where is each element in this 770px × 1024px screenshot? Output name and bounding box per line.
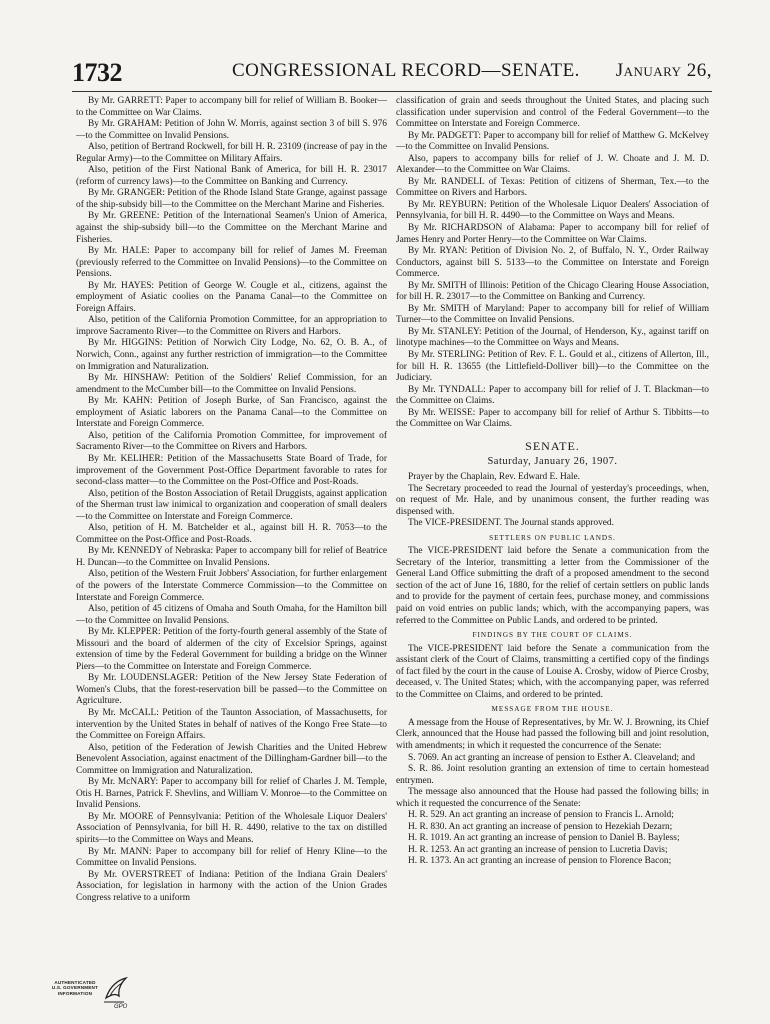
- header-rule: [72, 91, 712, 92]
- petition-paragraph: By Mr. SMITH of Illinois: Petition of the Chicago Clearing House Association, for bill H. R. 23017—to the Committee on Banking and Currency.: [396, 280, 709, 303]
- petition-paragraph: By Mr. GRANGER: Petition of the Rhode Island State Grange, against passage of the ship-subsidy bill—to the Committee on the Merchant Marine and Fisheries.: [76, 188, 387, 210]
- senate-heading: SENATE.: [525, 438, 580, 453]
- message-paragraph: H. R. 830. An act granting an increase of pension to Hezekiah Dezarn;: [408, 821, 673, 832]
- petition-paragraph: By Mr. LOUDENSLAGER: Petition of the New Jersey State Federation of Women's Clubs, that the forest-reservation bill be passed—to the Committee on Agriculture.: [76, 673, 387, 707]
- petition-paragraph: Also, petition of the First National Bank of America, for bill H. R. 23017 (reform of currency laws)—to the Committee on Banking and Currency.: [76, 165, 387, 187]
- petition-paragraph: By Mr. GREENE: Petition of the International Seamen's Union of America, against the ship-subsidy bill—to the Committee on the Merchant Marine and Fisheries.: [76, 211, 387, 245]
- petition-paragraph: By Mr. SMITH of Maryland: Paper to accompany bill for relief of William Turner—to the Committee on Invalid Pensions.: [396, 303, 709, 326]
- message-paragraph: A message from the House of Representatives, by Mr. W. J. Browning, its Chief Clerk, announced that the House had passed the following bill and joint resolution, with amendments; in which it requested the concurrence of the Senate:: [396, 717, 709, 751]
- gpo-logo-line: U.S. GOVERNMENT: [51, 985, 99, 991]
- petition-paragraph: By Mr. MANN: Paper to accompany bill for relief of Henry Kline—to the Committee on Invalid Pensions.: [76, 846, 387, 869]
- settlers-paragraph: The VICE-PRESIDENT laid before the Senate a communication from the Secretary of the Interior, transmitting a letter from the Commissioner of the General Land Office submitting the draft of a proposed amendment to the second section of the act of June 16, 1880, for the relief of certain settlers on public lands and to provide for the payment of certain fees, purchase money, and commissions paid on void entries on public lands; which, with the accompanying papers, was referred to the Committee on Public Lands, and ordered to be printed.: [396, 546, 709, 626]
- petition-paragraph: Also, petition of the California Promotion Committee, for improvement of Sacramento River—to the Committee on Rivers and Harbors.: [76, 430, 387, 453]
- petition-paragraph: classification of grain and seeds throughout the United States, and placing such classification under supervision and control of the Federal Government—to the Committee on Interstate and Foreign Commerce.: [396, 96, 709, 130]
- publication-title: CONGRESSIONAL RECORD—SENATE.: [232, 60, 580, 81]
- findings-heading: FINDINGS BY THE COURT OF CLAIMS.: [472, 631, 633, 640]
- journal-paragraph: The VICE-PRESIDENT. The Journal stands approved.: [408, 518, 614, 529]
- gpo-logo-line: AUTHENTICATED: [54, 980, 96, 985]
- page-header: [72, 58, 712, 88]
- settlers-heading: SETTLERS ON PUBLIC LANDS.: [489, 533, 616, 542]
- petition-paragraph: Also, petition of the Western Fruit Jobbers' Association, for further enlargement of the powers of the Interstate Commerce Commission—to the Committee on Interstate and Foreign Commerce.: [76, 569, 387, 603]
- petition-paragraph: Also, petition of the Federation of Jewish Charities and the United Hebrew Benevolent Association, against enactment of the Dillingham-Gardner bill—to the Committee on Immigration and Naturalization.: [76, 742, 387, 776]
- petition-paragraph: By Mr. REYBURN: Petition of the Wholesale Liquor Dealers' Association of Pennsylvania, for bill H. R. 4490—to the Committee on Ways and Means.: [396, 199, 709, 222]
- message-heading: MESSAGE FROM THE HOUSE.: [491, 705, 614, 714]
- page-number: 1732: [72, 58, 122, 87]
- gpo-logo-bottom: GPO: [114, 1004, 128, 1010]
- petition-paragraph: By Mr. KENNEDY of Nebraska: Paper to accompany bill for relief of Beatrice H. Duncan—to the Committee on Invalid Pensions.: [76, 546, 387, 568]
- petition-paragraph: By Mr. KLEPPER: Petition of the forty-fourth general assembly of the State of Missouri and the board of aldermen of the city of Excelsior Springs, against extension of time by the Federal Government for building a bridge on the Winner Piers—to the Committee on Interstate and Foreign Commerce.: [76, 627, 387, 672]
- petition-paragraph: By Mr. RICHARDSON of Alabama: Paper to accompany bill for relief of James Henry and Porter Henry—to the Committee on War Claims.: [396, 223, 709, 245]
- petition-paragraph: By Mr. HIGGINS: Petition of Norwich City Lodge, No. 62, O. B. A., of Norwich, Conn., against any further restriction of immigration—to the Committee on Immigration and Naturalization.: [76, 338, 387, 372]
- findings-paragraph: The VICE-PRESIDENT laid before the Senate a communication from the assistant clerk of the Court of Claims, transmitting a certified copy of the findings of fact filed by the court in the cause of Louise A. Crosby, widow of Pierce Crosby, deceased, v. The United States; which, with the accompanying paper, was referred to the Committee on Claims, and ordered to be printed.: [396, 643, 709, 700]
- message-paragraph: H. R. 529. An act granting an increase of pension to Francis L. Arnold;: [408, 810, 674, 821]
- eagle-icon: [102, 976, 128, 1006]
- gpo-logo-text: [46, 980, 104, 996]
- left-column: [76, 96, 387, 956]
- prayer-paragraph: Prayer by the Chaplain, Rev. Edward E. Hale.: [408, 471, 580, 482]
- message-paragraph: H. R. 1373. An act granting an increase of pension to Florence Bacon;: [408, 856, 672, 867]
- petition-paragraph: By Mr. PADGETT: Paper to accompany bill for relief of Matthew G. McKelvey—to the Committee on Invalid Pensions.: [396, 130, 709, 153]
- petition-paragraph: By Mr. HAYES: Petition of George W. Cougle et al., citizens, against the employment of Asiatic coolies on the Panama Canal—to the Committee on Foreign Affairs.: [76, 280, 387, 314]
- petition-paragraph: By Mr. McCALL: Petition of the Taunton Association, of Massachusetts, for intervention by the United States in behalf of natives of the Kongo Free State—to the Committee on Foreign Affairs.: [76, 707, 387, 742]
- senate-date: Saturday, January 26, 1907.: [487, 456, 618, 468]
- message-paragraph: H. R. 1253. An act granting an increase of pension to Lucretia Davis;: [408, 844, 668, 855]
- petition-paragraph: Also, petition of Bertrand Rockwell, for bill H. R. 23109 (increase of pay in the Regular Army)—to the Committee on Military Affairs.: [76, 142, 387, 164]
- right-column: [396, 96, 709, 956]
- petition-paragraph: By Mr. RYAN: Petition of Division No. 2, of Buffalo, N. Y., Order Railway Conductors, against bill S. 5133—to the Committee on Interstate and Foreign Commerce.: [396, 246, 709, 280]
- petition-paragraph: By Mr. MOORE of Pennsylvania: Petition of the Wholesale Liquor Dealers' Association of Pennsylvania, for bill H. R. 4490, relative to the tax on distilled spirits—to the Committee on Ways and Means.: [76, 811, 387, 845]
- petition-paragraph: Also, petition of 45 citizens of Omaha and South Omaha, for the Hamilton bill—to the Committee on Invalid Pensions.: [76, 604, 387, 626]
- gpo-authentication-logo: [46, 976, 136, 1016]
- message-paragraph: H. R. 1019. An act granting an increase of pension to Daniel B. Bayless;: [408, 833, 680, 844]
- gpo-logo-line: INFORMATION: [57, 990, 93, 996]
- message-paragraph: S. 7069. An act granting an increase of pension to Esther A. Cleaveland; and: [408, 752, 695, 763]
- petition-paragraph: Also, papers to accompany bills for relief of J. W. Choate and J. M. D. Alexander—to the Committee on War Claims.: [396, 153, 709, 176]
- petition-paragraph: By Mr. TYNDALL: Paper to accompany bill for relief of J. T. Blackman—to the Committee on Claims.: [396, 384, 709, 407]
- petition-paragraph: By Mr. GRAHAM: Petition of John W. Morris, against section 3 of bill S. 976—to the Committee on Invalid Pensions.: [76, 119, 387, 141]
- message-paragraph: The message also announced that the House had passed the following bills; in which it requested the concurrence of the Senate:: [396, 787, 709, 809]
- petition-paragraph: Also, petition of the Boston Association of Retail Druggists, against application of the Sherman trust law inimical to organization and cooperation of small dealers—to the Committee on Interstate and Foreign Commerce.: [76, 488, 387, 522]
- petition-paragraph: By Mr. WEISSE: Paper to accompany bill for relief of Arthur S. Tibbitts—to the Committee on War Claims.: [396, 407, 709, 430]
- petition-paragraph: By Mr. KAHN: Petition of Joseph Burke, of San Francisco, against the employment of Asiatic laborers on the Panama Canal—to the Committee on Interstate and Foreign Commerce.: [76, 396, 387, 430]
- petition-paragraph: By Mr. HALE: Paper to accompany bill for relief of James M. Freeman (previously referred to the Committee on Invalid Pensions)—to the Committee on Pensions.: [76, 246, 387, 280]
- petition-paragraph: Also, petition of the California Promotion Committee, for an appropriation to improve Sacramento River—to the Committee on Rivers and Harbors.: [76, 315, 387, 337]
- petition-paragraph: By Mr. OVERSTREET of Indiana: Petition of the Indiana Grain Dealers' Association, for legislation in harmony with the action of the Union Grades Congress relative to a uniform: [76, 869, 387, 903]
- petition-paragraph: By Mr. HINSHAW: Petition of the Soldiers' Relief Commission, for an amendment to the McCumber bill—to the Committee on Invalid Pensions.: [76, 373, 387, 395]
- header-date: January 26,: [615, 60, 712, 81]
- petition-paragraph: By Mr. KELIHER: Petition of the Massachusetts State Board of Trade, for improvement of the Government Post-Office Department favorable to rates for second-class matter—to the Committee on the Post-Office and Post-Roads.: [76, 453, 387, 488]
- petition-paragraph: By Mr. STANLEY: Petition of the Journal, of Henderson, Ky., against tariff on linotype machines—to the Committee on Ways and Means.: [396, 326, 709, 349]
- petition-paragraph: Also, petition of H. M. Batchelder et al., against bill H. R. 7053—to the Committee on the Post-Office and Post-Roads.: [76, 523, 387, 545]
- journal-paragraph: The Secretary proceeded to read the Journal of yesterday's proceedings, when, on request of Mr. Hale, and by unanimous consent, the further reading was dispensed with.: [396, 483, 709, 517]
- petition-paragraph: By Mr. RANDELL of Texas: Petition of citizens of Sherman, Tex.—to the Committee on Rivers and Harbors.: [396, 176, 709, 199]
- petition-paragraph: By Mr. STERLING: Petition of Rev. F. L. Gould et al., citizens of Allerton, Ill., for bill H. R. 13655 (the Littlefield-Dolliver bill)—to the Committee on the Judiciary.: [396, 350, 709, 384]
- message-paragraph: S. R. 86. Joint resolution granting an extension of time to certain homestead entrymen.: [396, 764, 709, 786]
- petition-paragraph: By Mr. GARRETT: Paper to accompany bill for relief of William B. Booker—to the Committee on War Claims.: [76, 96, 387, 118]
- petition-paragraph: By Mr. McNARY: Paper to accompany bill for relief of Charles J. M. Temple, Otis H. Barnes, Patrick F. Shevlins, and William V. Monroe—to the Committee on Invalid Pensions.: [76, 777, 387, 811]
